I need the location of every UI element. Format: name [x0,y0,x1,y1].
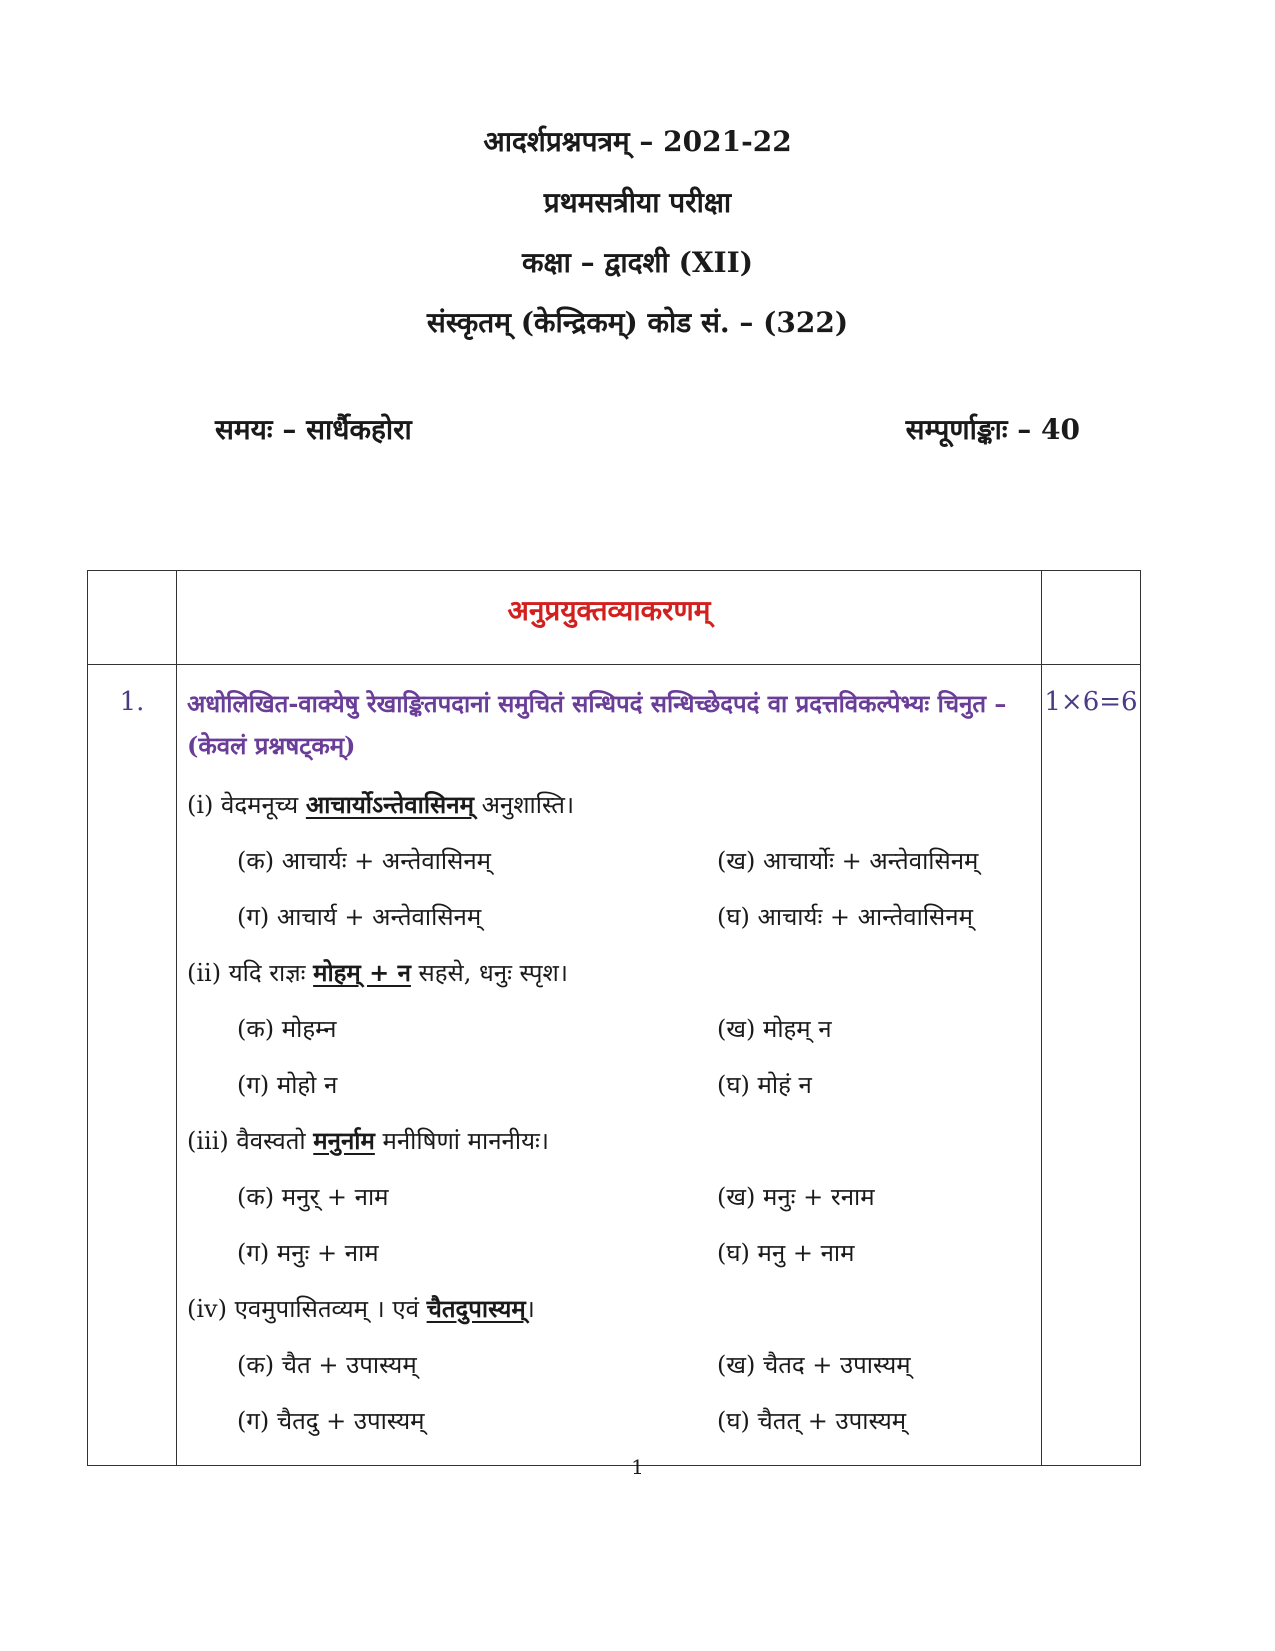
options-row [187,889,1031,945]
question-marks: 1×6=6 [1042,665,1141,1466]
option[interactable]: (ख) चैतद + उपास्यम् [717,1351,911,1379]
options-row [187,1337,1031,1393]
section-title: अनुप्रयुक्तव्याकरणम् [177,571,1042,665]
time-allowed: समयः – सार्धैकहोरा [215,413,412,446]
option[interactable]: (क) आचार्यः + अन्तेवासिनम् [237,847,491,875]
question-instruction: अधोलिखित-वाक्येषु रेखाङ्कितपदानां समुचितं सन्धिपदं सन्धिच्छेदपदं वा प्रदत्तविकल्पेभ्यः चिनुत – (केवलं प्रश्नषट्कम्) [187,689,1007,760]
sub-question-text: । [525,1295,535,1323]
sub-question-text: सहसे, धनुः स्पृश। [410,959,568,987]
subject-code: संस्कृतम् (केन्द्रिकम्) कोड सं. – (322) [426,306,849,339]
section-header-row [88,571,1141,665]
empty-cell [1042,571,1141,665]
sub-question-text: अनुशास्ति। [473,791,575,819]
options-row [187,1001,1031,1057]
empty-cell [88,571,177,665]
paper-title: आदर्शप्रश्नपत्रम् – 2021-22 [483,125,792,158]
option[interactable]: (क) चैत + उपास्यम् [237,1351,417,1379]
total-marks: सम्पूर्णाङ्काः – 40 [905,413,1080,446]
option[interactable]: (ग) मोहो न [237,1071,338,1099]
option[interactable]: (घ) आचार्यः + आन्तेवासिनम् [717,903,973,931]
options-row [187,1057,1031,1113]
sub-question-text: मनीषिणां माननीयः। [374,1127,549,1155]
sub-question-text: (iv) एवमुपासितव्यम् । एवं [187,1295,427,1323]
underlined-word: मनुर्नाम [313,1126,375,1155]
option[interactable]: (क) मनुर् + नाम [237,1183,389,1211]
sub-question [187,1113,1031,1169]
sub-question [187,1281,1031,1337]
sub-question [187,777,1031,833]
sub-question-text: (ii) यदि राज्ञः [187,959,314,987]
option[interactable]: (घ) चैतत् + उपास्यम् [717,1407,907,1435]
page-number: 1 [631,1455,644,1479]
underlined-word: चैतदुपास्यम् [426,1294,526,1323]
question-row [88,665,1141,1466]
option[interactable]: (ख) आचार्योः + अन्तेवासिनम् [717,847,979,875]
sub-question-text: (iii) वैवस्वतो [187,1127,314,1155]
question-table [87,570,1141,1466]
option[interactable]: (ख) मोहम् न [717,1015,832,1043]
question-body [177,665,1042,1466]
option[interactable]: (ख) मनुः + रनाम [717,1183,875,1211]
option[interactable]: (क) मोहम्न [237,1015,337,1043]
sub-question-text: (i) वेदमनूच्य [187,791,306,819]
options-row [187,833,1031,889]
option[interactable]: (घ) मनु + नाम [717,1239,855,1267]
option[interactable]: (घ) मोहं न [717,1071,812,1099]
underlined-word: मोहम् + न [313,958,411,987]
options-row [187,1169,1031,1225]
option[interactable]: (ग) चैतदु + उपास्यम् [237,1407,425,1435]
sub-question [187,945,1031,1001]
exam-name: प्रथमसत्रीया परीक्षा [543,186,732,219]
options-row [187,1393,1031,1449]
underlined-word: आचार्योऽन्तेवासिनम् [305,790,474,819]
class-label: कक्षा – द्वादशी (XII) [521,246,753,279]
option[interactable]: (ग) आचार्य + अन्तेवासिनम् [237,903,482,931]
question-number: 1. [88,665,177,1466]
options-row [187,1225,1031,1281]
option[interactable]: (ग) मनुः + नाम [237,1239,379,1267]
